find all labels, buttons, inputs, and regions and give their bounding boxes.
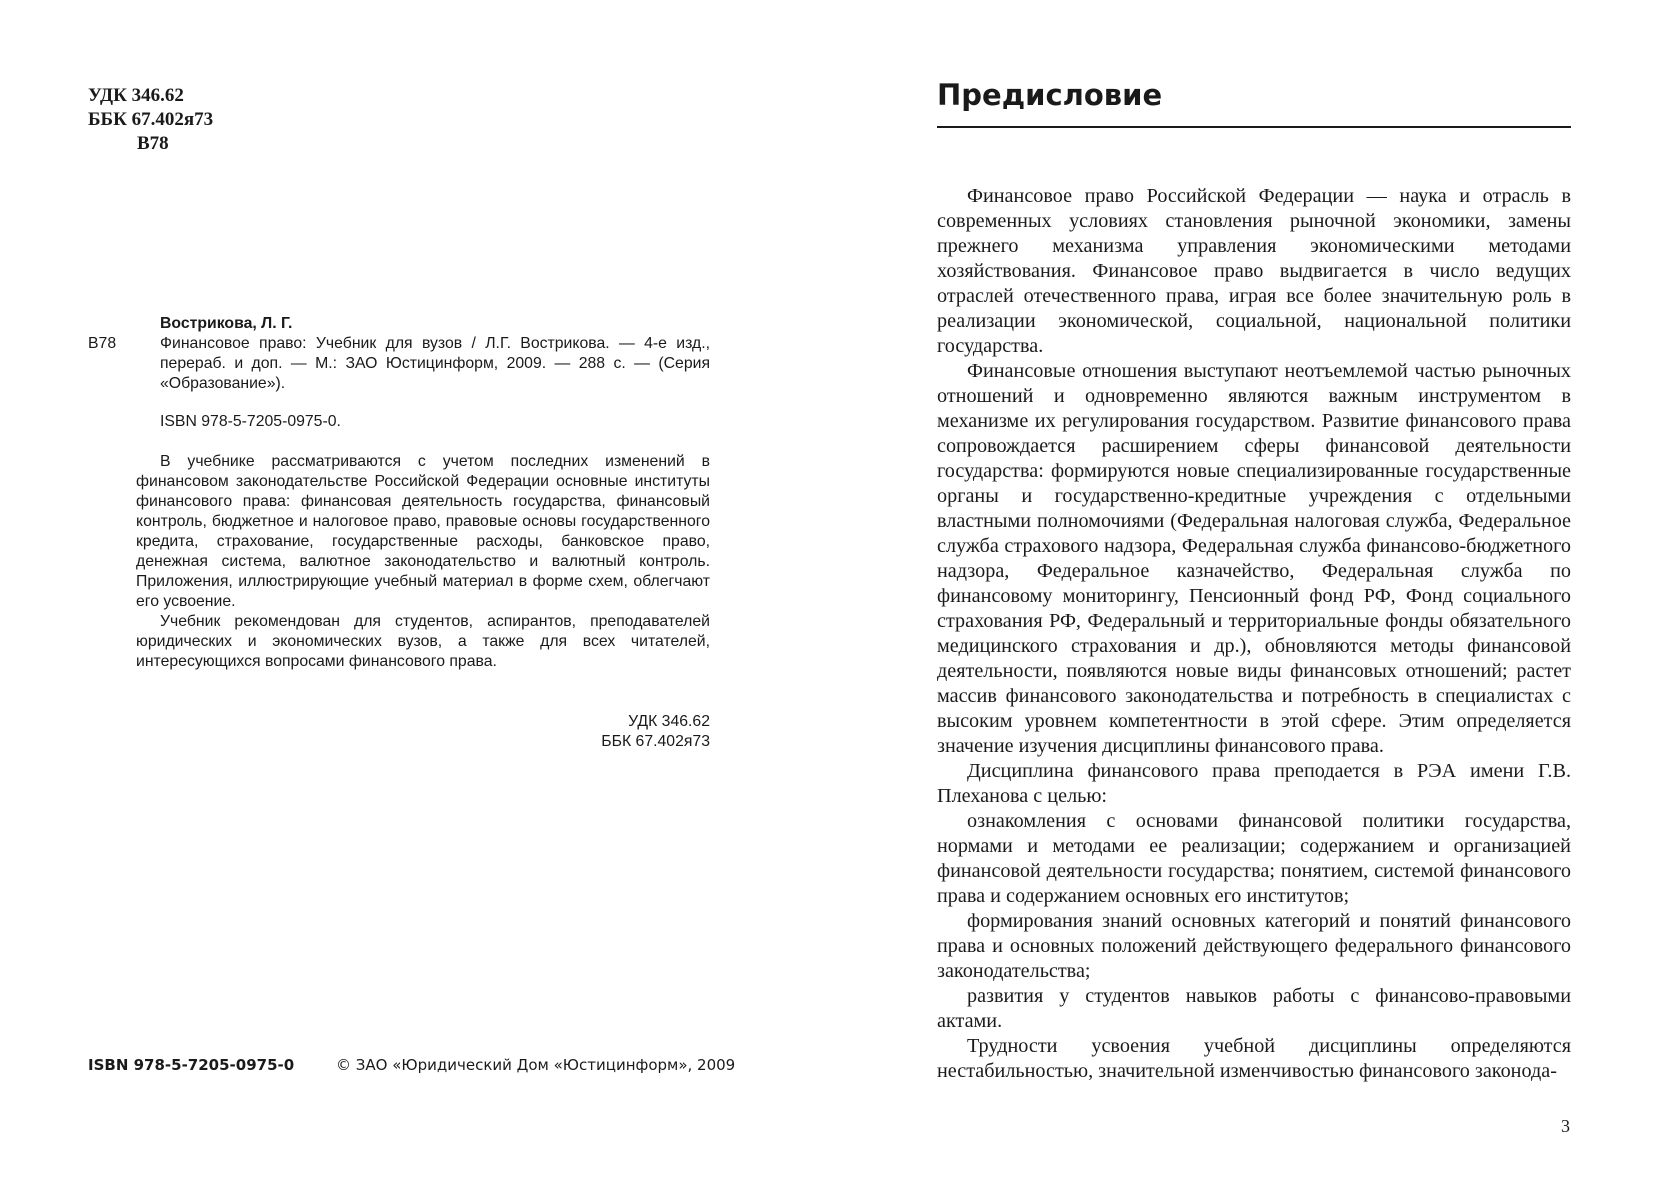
body-paragraph: Финансовое право Российской Федерации — наука и отрасль в современных условиях становления рыночной экономики, замены прежнего механизма управления экономическими методами хозяйствования. Финансовое право выдвигается в число ведущих отраслей отечественного права, играя все более значительную роль в реализации экономической, социальной, национальной политики государства. <box>937 185 1571 357</box>
catalog-card <box>88 314 710 752</box>
card-abstract-paragraph: Учебник рекомендован для студентов, аспирантов, преподавателей юридических и экономических вузов, а также для всех читателей, интересующихся вопросами финансового права. <box>136 613 710 670</box>
right-page-preface <box>827 0 1654 1199</box>
card-udk: УДК 346.62 <box>628 713 710 730</box>
footer-isbn: ISBN 978-5-7205-0975-0 <box>88 1056 295 1074</box>
card-description: Финансовое право: Учебник для вузов / Л.Г. Вострикова. — 4-е изд., перераб. и доп. — М.: ЗАО Юстицинформ, 2009. — 288 с. — (Серия «Образование»). <box>160 335 710 392</box>
card-abstract <box>88 452 710 672</box>
body-paragraph: Финансовые отношения выступают неотъемлемой частью рыночных отношений и одновременно являются важным инструментом в механизме их регулирования государством. Развитие финансового права сопровождается расширением сферы финансовой деятельности государства: формируются новые специализированные государственные органы и государственно-кредитные учреждения с отдельными властными полномочиями (Федеральная налоговая служба, Федеральное служба страхового надзора, Федеральная служба финансово-бюджетного надзора, Федеральное казначейство, Федеральная служба по финансовому мониторингу, Пенсионный фонд РФ, Фонд социального страхования РФ, Федеральный и территориальные фонды обязательного медицинского страхования и др.), обновляются методы финансовой деятельности, появляются новые виды финансовых отношений; растет массив финансового законодательства и потребность в специалистах с высоким уровнем компетентности в этой сфере. Этим определяется значение изучения дисциплины финансового права. <box>937 360 1571 757</box>
card-codes <box>88 712 710 752</box>
card-abstract-paragraph: В учебнике рассматриваются с учетом последних изменений в финансовом законодательстве Российской Федерации основные институты финансового права: финансовая деятельность государства, финансовый контроль, бюджетное и налоговое право, правовые основы государственного кредита, страхование, государственные расходы, банковское право, денежная система, валютное законодательство и валютный контроль. Приложения, иллюстрирующие учебный материал в форме схем, облегчают его усвоение. <box>136 453 710 610</box>
udk-code: УДК 346.62 <box>88 85 184 106</box>
body-paragraph: Трудности усвоения учебной дисциплины определяются нестабильностью, значительной изменчивостью финансового законода- <box>937 1035 1571 1082</box>
page-number: 3 <box>1561 1116 1570 1136</box>
chapter-title: Предисловие <box>937 78 1163 112</box>
body-paragraph: формирования знаний основных категорий и понятий финансового права и основных положений действующего федерального финансового законодательства; <box>937 910 1571 982</box>
title-divider <box>937 126 1571 128</box>
body-paragraph: ознакомления с основами финансовой политики государства, нормами и методами ее реализации; содержанием и организацией финансовой деятельности государства; понятием, системой финансового права и содержанием основных его институтов; <box>937 810 1571 907</box>
preface-body <box>937 184 1571 1084</box>
card-author-code: В78 <box>88 335 117 352</box>
card-description-row <box>88 334 710 394</box>
footer-copyright: © ЗАО «Юридический Дом «Юстицинформ», 2009 <box>336 1056 736 1074</box>
body-paragraph: развития у студентов навыков работы с финансово-правовыми актами. <box>937 985 1571 1032</box>
author-mark: В78 <box>137 133 169 154</box>
bbk-code: ББК 67.402я73 <box>88 109 214 130</box>
card-bbk: ББК 67.402я73 <box>601 733 710 750</box>
card-author: Вострикова, Л. Г. <box>160 315 293 332</box>
card-isbn: ISBN 978-5-7205-0975-0. <box>160 413 341 430</box>
classification-codes <box>88 84 213 156</box>
body-paragraph: Дисциплина финансового права преподается в РЭА имени Г.В. Плеханова с целью: <box>937 760 1571 807</box>
